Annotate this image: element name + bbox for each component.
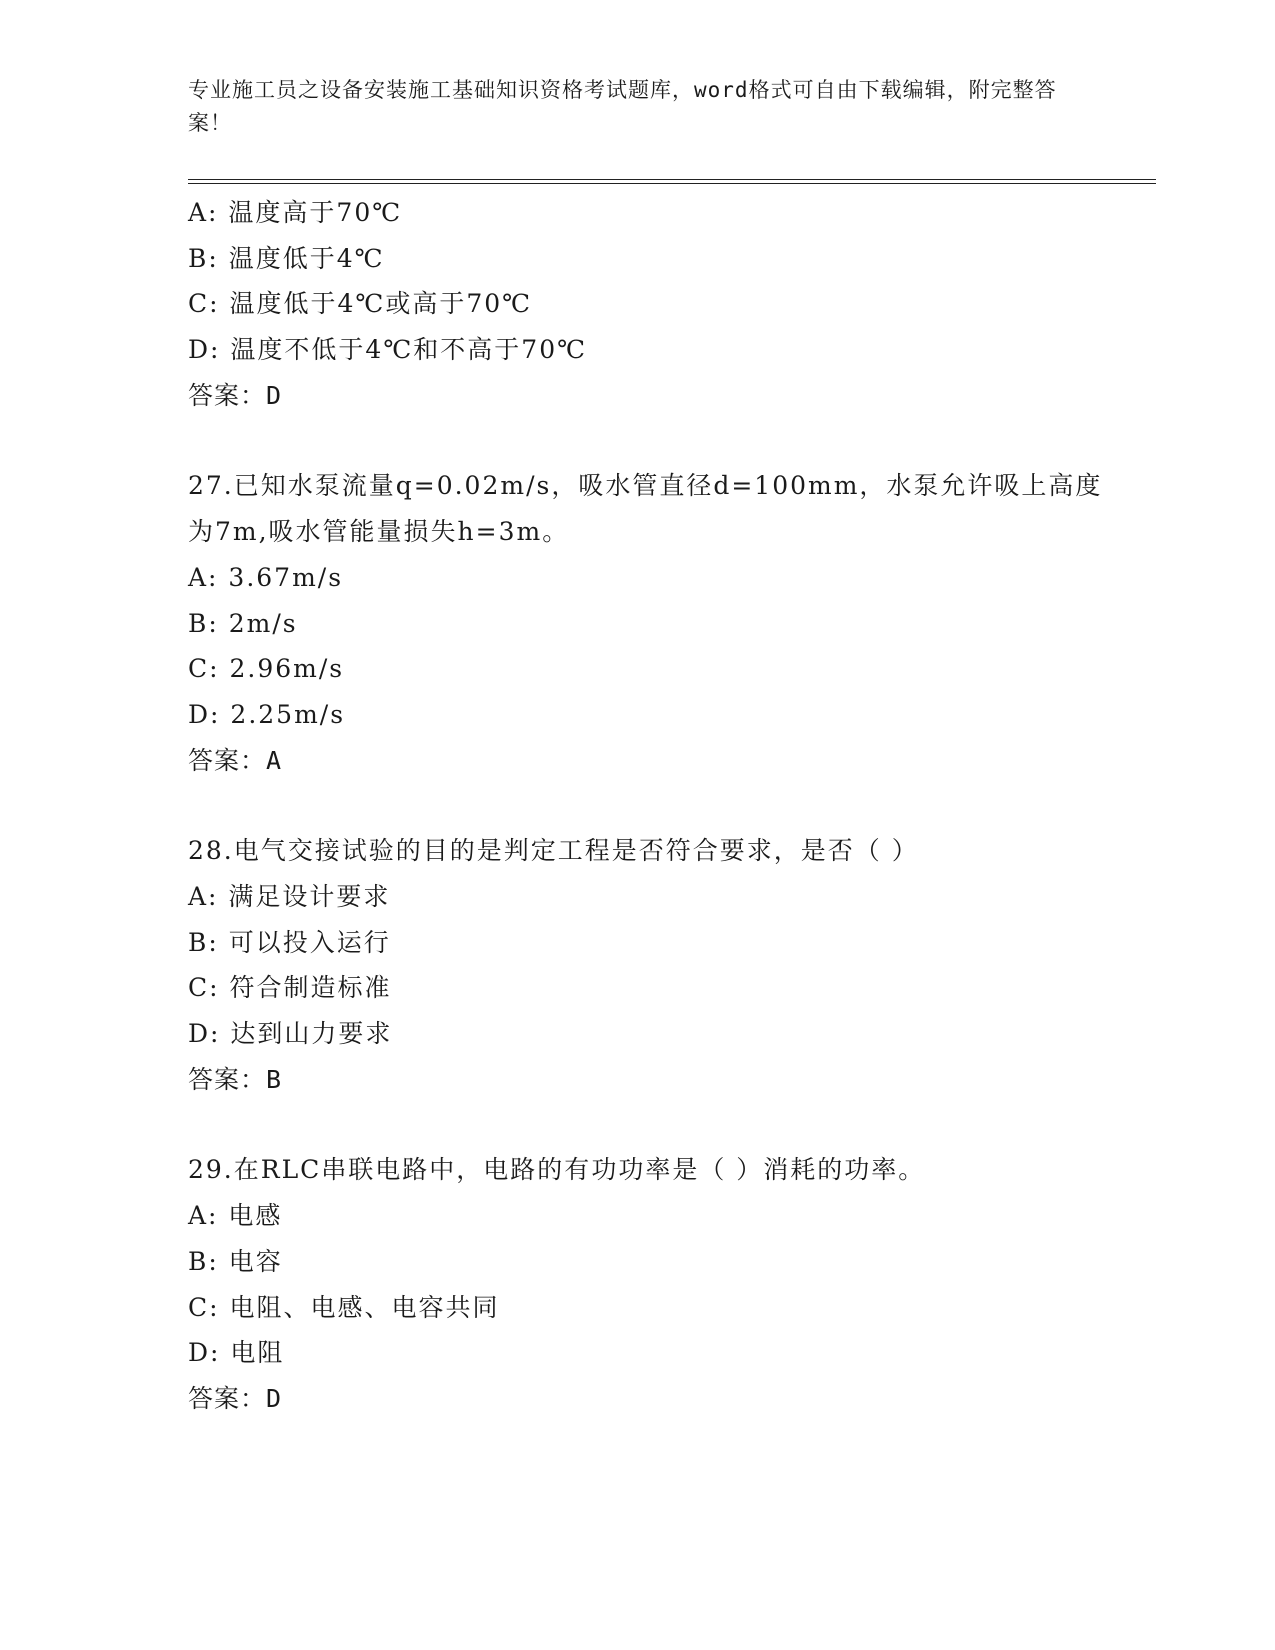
option-a: A: 电感	[188, 1201, 283, 1231]
option-c: C: 温度低于4℃或高于70℃	[188, 289, 533, 319]
answer-line	[188, 1057, 1128, 1103]
answer-label: 答案：	[188, 1064, 267, 1094]
option-a: A: 满足设计要求	[188, 881, 391, 911]
option-a: A: 3.67m/s	[188, 562, 344, 592]
option-a: A: 温度高于70℃	[188, 198, 403, 227]
document-header: 专业施工员之设备安装施工基础知识资格考试题库，word格式可自由下载编辑，附完整答案！	[188, 78, 1057, 135]
answer-label: 答案：	[188, 745, 267, 775]
option-b: B: 2m/s	[188, 608, 298, 638]
option-b: B: 温度低于4℃	[188, 243, 385, 273]
option-d: D: 温度不低于4℃和不高于70℃	[188, 335, 588, 365]
option-d: D: 电阻	[188, 1338, 285, 1368]
question-block-28	[188, 828, 1128, 1102]
question-stem: 27.已知水泵流量q=0.02m/s，吸水管直径d=100mm，水泵允许吸上高度为7m,吸水管能量损失h=3m。	[188, 471, 1103, 547]
option-d: D: 2.25m/s	[188, 699, 346, 729]
option-c: C: 符合制造标准	[188, 973, 392, 1003]
option-c: C: 2.96m/s	[188, 654, 345, 684]
question-block-29	[188, 1147, 1128, 1421]
question-stem: 28.电气交接试验的目的是判定工程是否符合要求，是否（ ）	[188, 836, 919, 866]
header-divider-top	[188, 179, 1156, 180]
option-b: B: 可以投入运行	[188, 927, 391, 957]
answer-label: 答案：	[188, 380, 267, 410]
option-d: D: 达到山力要求	[188, 1019, 393, 1049]
question-block-prev	[188, 190, 1128, 418]
answer-label: 答案：	[188, 1383, 267, 1413]
question-stem: 29.在RLC串联电路中，电路的有功功率是（ ）消耗的功率。	[188, 1155, 926, 1185]
answer-value: D	[266, 1383, 283, 1413]
answer-line	[188, 373, 1128, 419]
header-divider-bottom	[188, 183, 1156, 184]
option-c: C: 电阻、电感、电容共同	[188, 1292, 500, 1322]
answer-value: A	[266, 745, 283, 775]
answer-line	[188, 738, 1128, 784]
option-b: B: 电容	[188, 1246, 283, 1276]
answer-value: B	[266, 1064, 283, 1094]
question-block-27	[188, 463, 1128, 783]
answer-value: D	[266, 380, 283, 410]
question-list	[188, 190, 1128, 1422]
answer-line	[188, 1376, 1128, 1422]
